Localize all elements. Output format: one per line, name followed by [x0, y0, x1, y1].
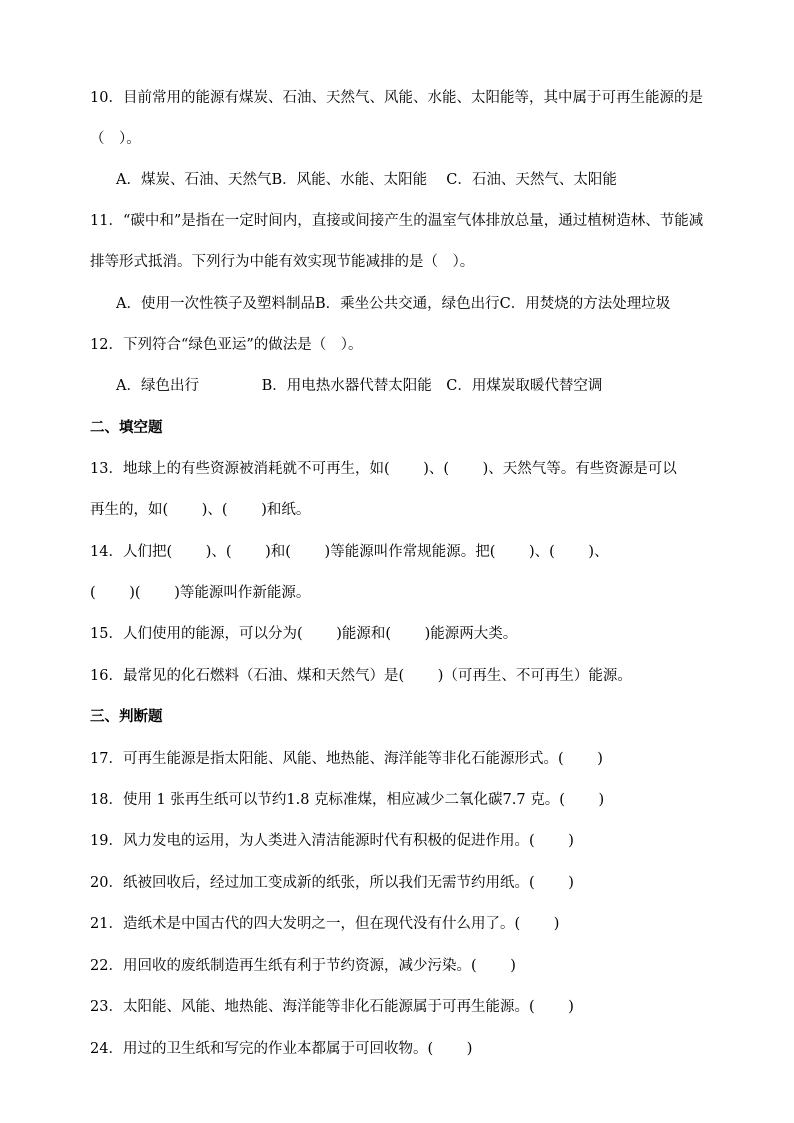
question-21-text: 21．造纸术是中国古代的四大发明之一，但在现代没有什么用了。( )	[90, 916, 560, 932]
question-23-text: 23．太阳能、风能、地热能、海洋能等非化石能源属于可再生能源。( )	[90, 999, 574, 1015]
section-fill-in-title: 二、填空题	[90, 419, 163, 436]
question-15-text: 15．人们使用的能源，可以分为( )能源和( )能源两大类。	[90, 626, 518, 642]
question-20-text: 20．纸被回收后，经过加工变成新的纸张，所以我们无需节约用纸。( )	[90, 875, 574, 891]
question-11-text: 11．“碳中和”是指在一定时间内，直接或间接产生的温室气体排放总量，通过植树造林、节能减	[90, 213, 704, 229]
question-17-text: 17．可再生能源是指太阳能、风能、地热能、海洋能等非化石能源形式。( )	[90, 751, 603, 767]
question-14-text: 14．人们把( )、( )和( )等能源叫作常规能源。把( )、( )、	[90, 544, 609, 560]
question-16-text: 16．最常见的化石燃料（石油、煤和天然气）是( )（可再生、不可再生）能源。	[90, 668, 632, 684]
question-12-options: A．绿色出行 B．用电热水器代替太阳能 C．用煤炭取暖代替空调	[116, 378, 603, 394]
question-22-text: 22．用回收的废纸制造再生纸有利于节约资源，减少污染。( )	[90, 958, 516, 974]
question-11-options: A．使用一次性筷子及塑料制品B．乘坐公共交通，绿色出行C．用焚烧的方法处理垃圾	[116, 296, 671, 312]
question-12-text: 12．下列符合“绿色亚运”的做法是（ ）。	[90, 337, 363, 353]
question-10-text: 10．目前常用的能源有煤炭、石油、天然气、风能、水能、太阳能等，其中属于可再生能源的是	[90, 90, 703, 106]
question-11-text-cont: 排等形式抵消。下列行为中能有效实现节能减排的是（ ）。	[90, 254, 475, 270]
question-18-text: 18．使用 1 张再生纸可以节约1.8 克标准煤，相应减少二氧化碳7.7 克。( )	[90, 792, 605, 808]
question-19-text: 19．风力发电的运用，为人类进入清洁能源时代有积极的促进作用。( )	[90, 833, 574, 849]
question-10-text-cont: （ ）。	[90, 131, 141, 147]
question-13-text: 13．地球上的有些资源被消耗就不可再生，如( )、( )、天然气等。有些资源是可以	[90, 461, 677, 477]
section-true-false-title: 三、判断题	[90, 708, 163, 725]
question-24-text: 24．用过的卫生纸和写完的作业本都属于可回收物。( )	[90, 1041, 473, 1057]
question-13-text-cont: 再生的，如( )、( )和纸。	[90, 502, 311, 518]
question-14-text-cont: ( )( )等能源叫作新能源。	[90, 585, 311, 601]
question-10-options: A．煤炭、石油、天然气B．风能、水能、太阳能 C．石油、天然气、太阳能	[116, 172, 617, 188]
